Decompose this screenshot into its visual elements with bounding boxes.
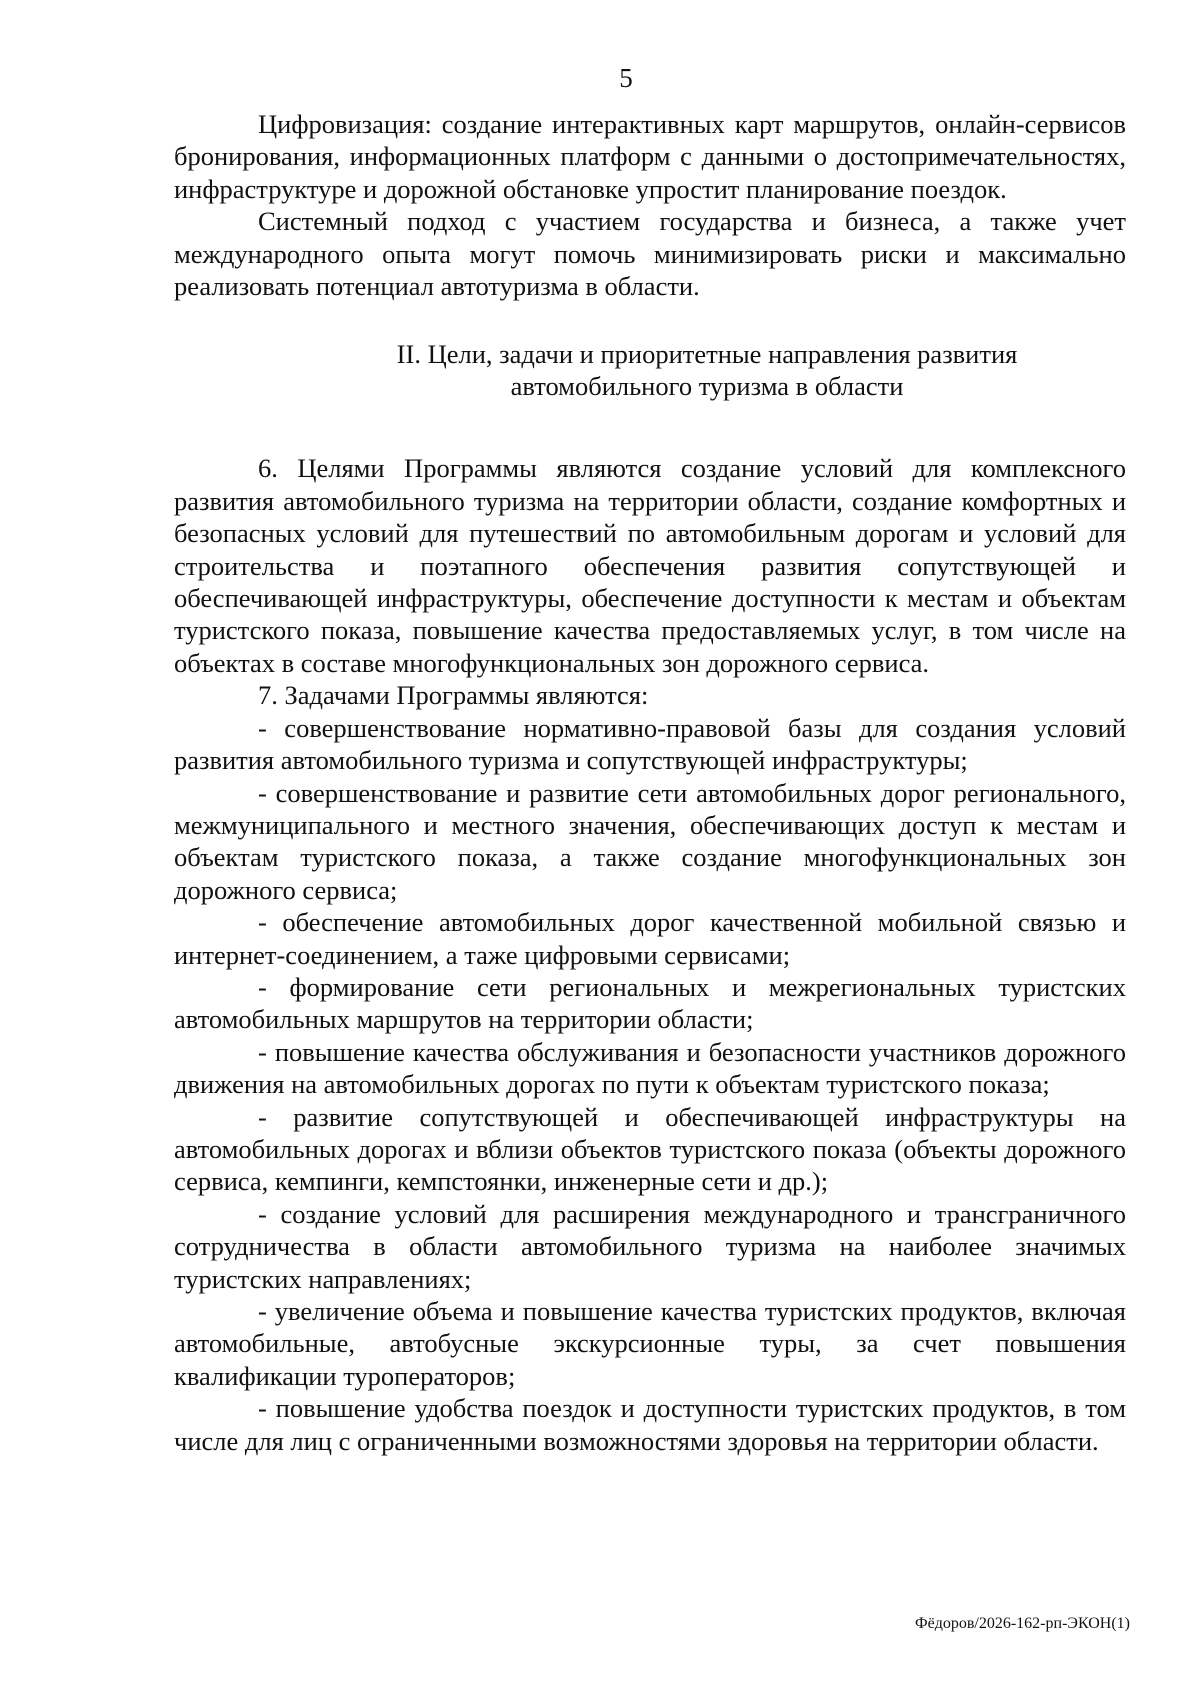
page-number: 5 [619,63,633,93]
task-item: - развитие сопутствующей и обеспечивающей инфраструктуры на автомобильных дорогах и вблизи объектов туристского показа (объекты дорожного сервиса, кемпинги, кемпстоянки, инженерные сети и др.); [174,1101,1126,1197]
task-item: - повышение качества обслуживания и безопасности участников дорожного движения на автомобильных дорогах по пути к объектам туристского показа; [174,1036,1126,1100]
paragraph-tasks-intro: 7. Задачами Программы являются: [258,680,649,711]
task-item: - формирование сети региональных и межрегиональных туристских автомобильных маршрутов на территории области; [174,971,1126,1035]
task-item: - повышение удобства поездок и доступности туристских продуктов, в том числе для лиц с ограниченными возможностями здоровья на территории области. [174,1393,1126,1456]
task-item: - увеличение объема и повышение качества туристских продуктов, включая автомобильные, автобусные экскурсионные туры, за счет повышения квалификации туроператоров; [174,1296,1126,1391]
task-item: - создание условий для расширения международного и трансграничного сотрудничества в области автомобильного туризма на наиболее значимых туристских направлениях; [174,1198,1126,1294]
task-item: - обеспечение автомобильных дорог качественной мобильной связью и интернет-соединением, а таже цифровыми сервисами; [174,907,1126,970]
task-item: - совершенствование и развитие сети автомобильных дорог регионального, межмуниципального и местного значения, обеспечивающих доступ к местам и объектам туристского показа, а также создание многофункциональных зон дорожного сервиса; [174,777,1126,905]
section-heading-line-1: II. Цели, задачи и приоритетные направления развития [396,339,1018,370]
task-item: - совершенствование нормативно-правовой базы для создания условий развития автомобильного туризма и сопутствующей инфраструктуры; [174,712,1126,776]
section-heading [174,338,1126,402]
document-body [174,108,1126,1457]
paragraph-digitalization: Цифровизация: создание интерактивных карт маршрутов, онлайн-сервисов бронирования, информационных платформ с данными о достопримечательностях, инфраструктуре и дорожной обстановке упростит планирование поездок. [174,109,1126,204]
document-footer-code: Фёдоров/2026-162-рп-ЭКОН(1) [914,1615,1130,1632]
section-heading-line-2: автомобильного туризма в области [510,371,904,402]
paragraph-systemic-approach: Системный подход с участием государства и бизнеса, а также учет международного опыта могут помочь минимизировать риски и максимально реализовать потенциал автотуризма в области. [174,206,1126,302]
paragraph-goals: 6. Целями Программы являются создание условий для комплексного развития автомобильного туризма на территории области, создание комфортных и безопасных условий для путешествий по автомобильным дорогам и условий для строительства и поэтапного обеспечения развития сопутствующей и обеспечивающей инфраструктуры, обеспечение доступности к местам и объектам туристского показа, повышение качества предоставляемых услуг, в том числе на объектах в составе многофункциональных зон дорожного сервиса. [174,453,1126,678]
